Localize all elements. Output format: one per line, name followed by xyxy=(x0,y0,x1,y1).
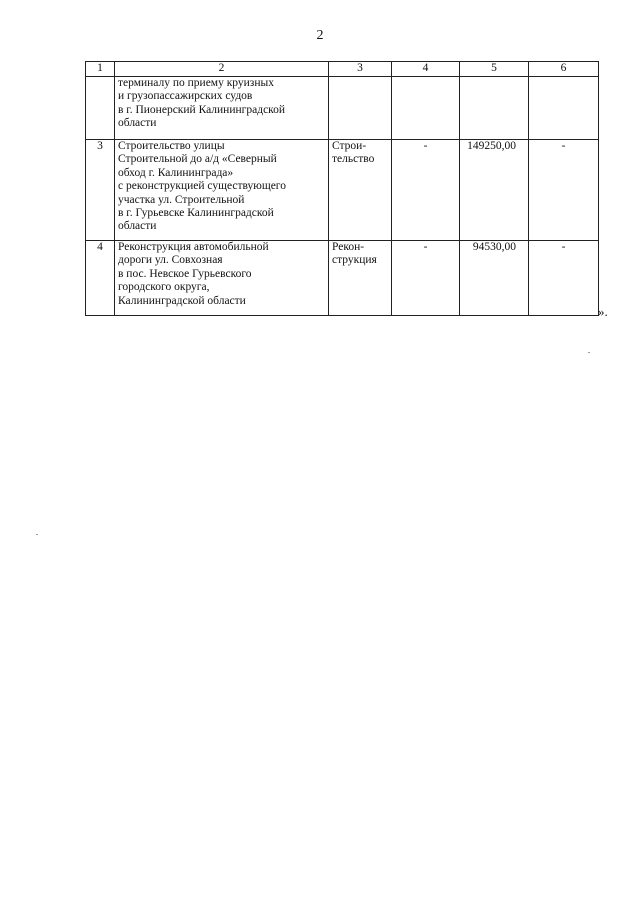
scan-speck xyxy=(588,352,590,353)
column-header-4: 4 xyxy=(392,62,460,77)
row-number-cell xyxy=(86,77,115,140)
column-header-5: 5 xyxy=(460,62,529,77)
column-6-cell: - xyxy=(529,241,599,316)
column-6-cell xyxy=(529,77,599,140)
column-header-6: 6 xyxy=(529,62,599,77)
project-name-cell: Строительство улицы Строительной до а/д «Северный обход г. Калининграда» с реконструкцией существующего участка ул. Строительной в г. Гурьевске Калининградской области xyxy=(115,140,329,241)
column-4-cell xyxy=(392,77,460,140)
table-row xyxy=(86,241,599,316)
column-4-cell: - xyxy=(392,140,460,241)
table-row xyxy=(86,140,599,241)
column-header-2: 2 xyxy=(115,62,329,77)
table-row xyxy=(86,77,599,140)
row-number-cell: 3 xyxy=(86,140,115,241)
column-4-cell: - xyxy=(392,241,460,316)
column-header-3: 3 xyxy=(329,62,392,77)
column-6-cell: - xyxy=(529,140,599,241)
amount-cell: 94530,00 xyxy=(460,241,529,316)
page-number: 2 xyxy=(316,28,324,43)
project-name-cell: терминалу по приему круизных и грузопассажирских судов в г. Пионерский Калининградской области xyxy=(115,77,329,140)
table-header-row xyxy=(86,62,599,77)
row-number-cell: 4 xyxy=(86,241,115,316)
closing-quote-mark: ». xyxy=(598,304,608,319)
work-type-cell: Рекон- струкция xyxy=(329,241,392,316)
work-type-cell xyxy=(329,77,392,140)
amount-cell: 149250,00 xyxy=(460,140,529,241)
scan-speck xyxy=(36,534,38,535)
project-name-cell: Реконструкция автомобильной дороги ул. Совхозная в пос. Невское Гурьевского городского округа, Калининградской области xyxy=(115,241,329,316)
column-header-1: 1 xyxy=(86,62,115,77)
projects-table xyxy=(85,61,599,316)
work-type-cell: Строи- тельство xyxy=(329,140,392,241)
amount-cell xyxy=(460,77,529,140)
